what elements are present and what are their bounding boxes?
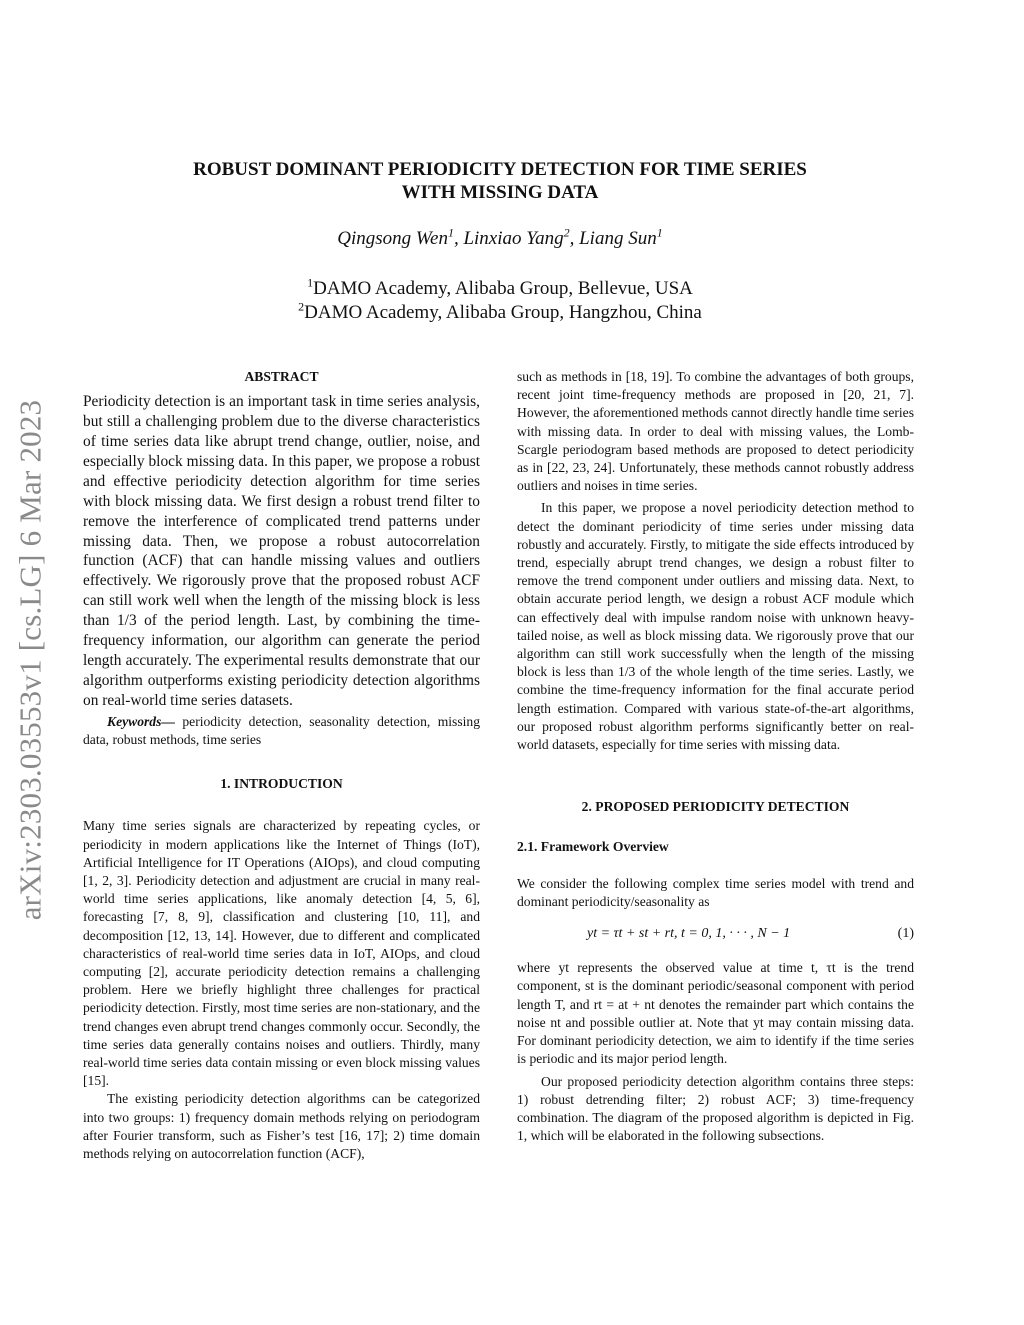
- affiliation-2-text: DAMO Academy, Alibaba Group, Hangzhou, China: [304, 302, 702, 323]
- right-column: [517, 368, 914, 1145]
- section-2-paragraph-1: We consider the following complex time series model with trend and dominant periodicity/seasonality as: [517, 875, 914, 909]
- equation-1: [517, 925, 914, 943]
- authors: Qingsong Wen$^1$, Linxiao Yang$^2$, Liang Sun$^1$: [337, 225, 663, 249]
- author-3: Liang Sun: [579, 228, 657, 249]
- keywords-text: periodicity detection, seasonality detection, missing data, robust methods, time series: [83, 713, 480, 747]
- section-2-paragraph-3: Our proposed periodicity detection algorithm contains three steps: 1) robust detrending filter; 2) robust ACF; 3) time-frequency combination. The diagram of the proposed algorithm is depicted in Fig. 1, which will be elaborated in the following subsections.: [517, 1073, 914, 1144]
- affiliation-1-sup: 1: [307, 275, 314, 290]
- keywords: [83, 713, 480, 749]
- affiliation-2-sup: 2: [298, 299, 305, 314]
- abstract-text: Periodicity detection is an important task in time series analysis, but still a challenging problem due to the diverse characteristics of time series data like abrupt trend change, outlier, noise, and especially block missing data. In this paper, we propose a robust and effective periodicity detection algorithm for time series with block missing data. We first design a robust trend filter to remove the interference of complicated trend patterns under missing data. Then, we propose a robust autocorrelation function (ACF) that can handle missing values and outliers effectively. We rigorously prove that the proposed robust ACF can still work well when the length of the missing block is less than 1/3 of the period length. Last, by combining the time-frequency information, our algorithm can generate the period length accurately. The experimental results demonstrate that our algorithm outperforms existing periodicity detection algorithms on real-world time series datasets.: [83, 393, 480, 709]
- equation-1-number: (1): [897, 926, 914, 942]
- intro-paragraph-2: The existing periodicity detection algorithms can be categorized into two groups: 1) frequency domain methods relying on periodogram after Fourier transform, such as Fisher’s test [16, 17]; 2) time domain methods relying on autocorrelation function (ACF),: [83, 1091, 480, 1161]
- keywords-label: Keywords—: [107, 713, 175, 729]
- abstract-heading: ABSTRACT: [244, 369, 319, 384]
- affiliation-1-text: DAMO Academy, Alibaba Group, Bellevue, USA: [313, 278, 693, 299]
- author-2: Linxiao Yang: [463, 228, 564, 249]
- author-3-sup: 1: [656, 225, 663, 240]
- section-2-paragraph-2: where yt represents the observed value at time t, τt is the trend component, st is the dominant periodic/seasonal component with period length T, and rt = at + nt denotes the remainder part which contains the noise nt and possible outlier at. Note that yt may contain missing data. For dominant periodicity detection, we aim to identify if the time series is periodic and its major period length.: [517, 960, 914, 1067]
- intro-paragraph-1: Many time series signals are characterized by repeating cycles, or periodicity in modern applications like the Internet of Things (IoT), Artificial Intelligence for IT Operations (AIOps), and cloud computing [1, 2, 3]. Periodicity detection and adjustment are crucial in many real-world time series applications, like anomaly detection [4, 5, 6], forecasting [7, 8, 9], classification and clustering [10, 11], and decomposition [12, 13, 14]. However, due to different and complicated characteristics of real-world time series data in IoT, AIOps, and cloud computing [2], accurate periodicity detection remains a challenging problem. Here we briefly highlight three challenges for practical periodicity detection. Firstly, most time series are non-stationary, and the trend changes even abrupt trend changes commonly occur. Secondly, the time series data generally contains noises and outliers. Thirdly, many real-world time series data contain missing or even block missing values [15].: [83, 818, 480, 1089]
- left-column: [83, 368, 480, 1163]
- equation-1-body: yt = τt + st + rt, t = 0, 1, · · · , N − 1: [587, 926, 791, 942]
- arxiv-stamp-text: arXiv:2303.03553v1 [cs.LG] 6 Mar 2023: [12, 399, 48, 921]
- affiliation-2: [200, 301, 800, 325]
- author-2-sup: 2: [563, 225, 570, 240]
- subsection-2-1-heading: 2.1. Framework Overview: [517, 839, 669, 855]
- author-1: Qingsong Wen: [337, 228, 448, 249]
- affiliation-1: [200, 277, 800, 301]
- intro-paragraph-3: such as methods in [18, 19]. To combine the advantages of both groups, recent joint time-frequency methods are proposed in [20, 21, 7]. However, the aforementioned methods cannot directly handle time series with missing data. In order to deal with missing values, the Lomb-Scargle periodogram based methods are proposed to detect periodicity as in [22, 23, 24]. Unfortunately, these methods cannot robustly address outliers and noises in time series.: [517, 369, 914, 494]
- paper-title: [160, 158, 840, 204]
- arxiv-stamp: [10, 360, 50, 960]
- author-1-sup: 1: [447, 225, 454, 240]
- intro-heading: 1. INTRODUCTION: [220, 776, 343, 792]
- title-line-2: WITH MISSING DATA: [401, 182, 599, 203]
- title-line-1: ROBUST DOMINANT PERIODICITY DETECTION FOR TIME SERIES: [193, 159, 807, 180]
- intro-paragraph-4: In this paper, we propose a novel periodicity detection method to detect the dominant periodicity of time series under missing data robustly and accurately. Firstly, to mitigate the side effects introduced by trend, especially abrupt trend changes, we design a robust filter to remove the trend component under outliers and missing data. Next, to obtain accurate period length, we design a robust ACF module which can effectively deal with impulse random noise with unknown heavy-tailed noise, as well as block missing data. We rigorously prove that our algorithm can still work successfully when the length of the missing block is less than 1/3 of the whole length of the time series. Lastly, we combine the time-frequency information for the final accurate period length estimation. Compared with various state-of-the-art algorithms, our proposed robust algorithm performs significantly better on real-world datasets, especially for time series with missing data.: [517, 500, 914, 753]
- section-2-heading: 2. PROPOSED PERIODICITY DETECTION: [581, 799, 850, 815]
- affiliations: [200, 277, 800, 325]
